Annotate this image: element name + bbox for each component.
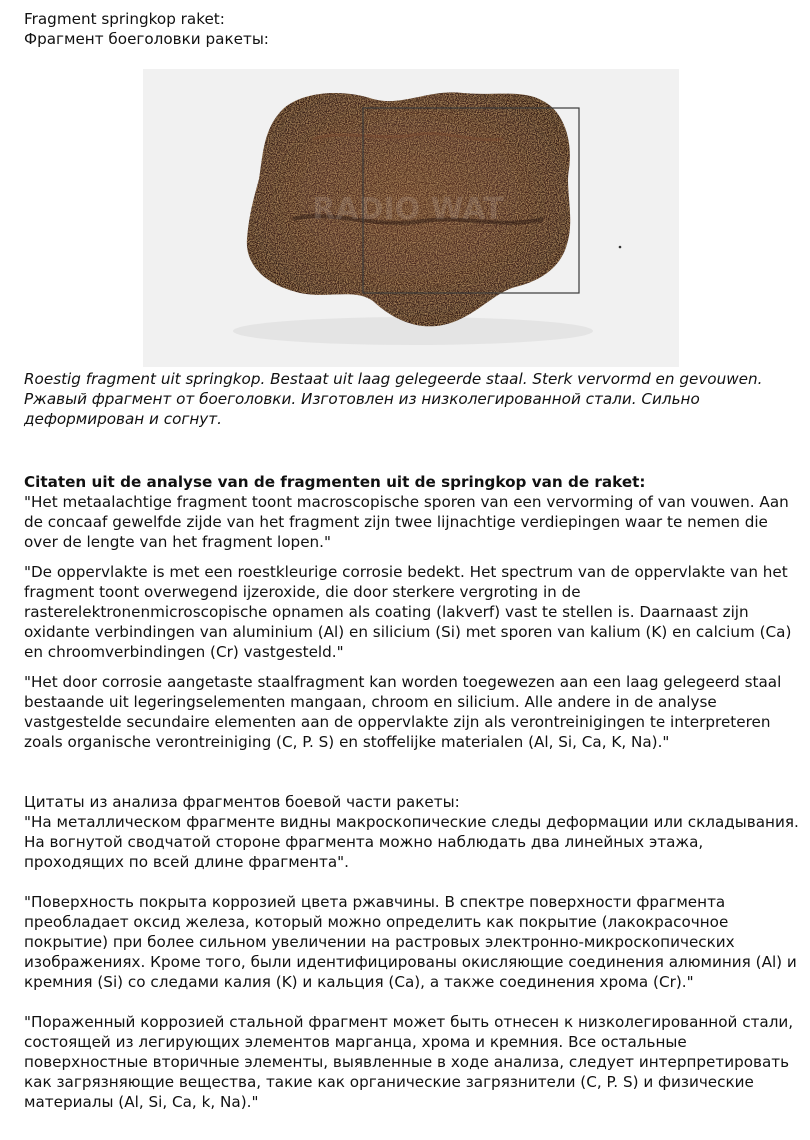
- rusty-metal-fragment-photo: [143, 69, 679, 367]
- russian-section-title: Цитаты из анализа фрагментов боевой части ракеты:: [24, 793, 460, 811]
- fragment-photo: [143, 69, 679, 367]
- photo-watermark: RADIO WAT: [312, 192, 504, 227]
- russian-quote-1: "На металлическом фрагменте видны макроскопические следы деформации или складывания. На вогнутой сводчатой стороне фрагмента можно наблюдать два линейных этажа, проходящих по всей длине фрагмента".: [24, 813, 799, 871]
- russian-quote-2: "Поверхность покрыта коррозией цвета ржавчины. В спектре поверхности фрагмента преобладает оксид железа, который можно определить как покрытие (лакокрасочное покрытие) при более сильном увеличении на растровых электронно-микроскопических изображениях. Кроме того, были идентифицированы окисляющие соединения алюминия (Al) и кремния (Si) со следами калия (K) и кальция (Ca), а также соединения хрома (Cr).": [24, 893, 797, 991]
- dutch-quote-1: "Het metaalachtige fragment toont macroscopische sporen van een vervorming of van vouwen. Aan de concaaf gewelfde zijde van het fragment zijn twee lijnachtige verdiepingen waar te nemen die over de lengte van het fragment lopen.": [24, 493, 789, 551]
- dutch-quote-2: "De oppervlakte is met een roestkleurige corrosie bedekt. Het spectrum van de oppervlakte van het fragment toont overwegend ijzeroxide, die door sterkere vergroting in de rasterelektronenmicroscopische opnamen als coating (lakverf) vast te stellen is. Daarnaast zijn oxidante verbindingen van aluminium (Al) en silicium (Si) met sporen van kalium (K) en calcium (Ca) en chroomverbindingen (Cr) vastgesteld.": [24, 563, 792, 661]
- document-page: [24, 9, 799, 1112]
- russian-section: [24, 792, 799, 1112]
- document-heading: [24, 9, 799, 49]
- heading-russian: Фрагмент боеголовки ракеты:: [24, 30, 269, 48]
- photo-caption: [24, 369, 799, 429]
- caption-dutch: Roestig fragment uit springkop. Bestaat uit laag gelegeerde staal. Sterk vervormd en gevouwen.: [24, 370, 763, 388]
- russian-quote-3: "Пораженный коррозией стальной фрагмент может быть отнесен к низколегированной стали, состоящей из легирующих элементов марганца, хрома и кремния. Все остальные поверхностные вторичные элементы, выявленные в ходе анализа, следует интерпретировать как загрязняющие вещества, такие как органические загрязнители (C, P. S) и физические материалы (Al, Si, Ca, k, Na).": [24, 1013, 794, 1111]
- dutch-quote-3: "Het door corrosie aangetaste staalfragment kan worden toegewezen aan een laag gelegeerd staal bestaande uit legeringselementen mangaan, chroom en silicium. Alle andere in de analyse vastgestelde secundaire elementen aan de oppervlakte zijn als verontreinigingen te interpreteren zoals organische verontreiniging (C, P. S) en stoffelijke materialen (Al, Si, Ca, K, Na).": [24, 673, 782, 751]
- heading-dutch: Fragment springkop raket:: [24, 10, 225, 28]
- dutch-section-title: Citaten uit de analyse van de fragmenten uit de springkop van de raket:: [24, 473, 646, 491]
- dutch-section: [24, 472, 799, 752]
- caption-russian: Ржавый фрагмент от боеголовки. Изготовлен из низколегированной стали. Сильно деформирован и согнут.: [24, 390, 700, 428]
